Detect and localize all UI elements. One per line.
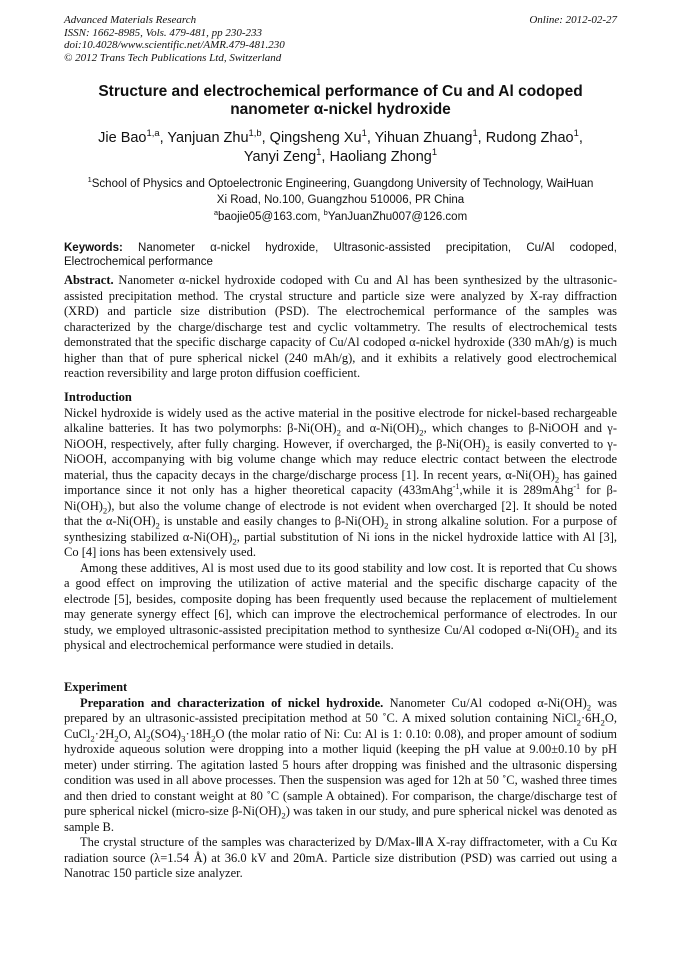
- author-emails: [64, 210, 617, 225]
- email-link[interactable]: YanJuanZhu007@126.com: [327, 211, 468, 223]
- email-mark: a: [213, 208, 218, 218]
- author-name: Jie Bao: [98, 130, 147, 146]
- title-line: Structure and electrochemical performance of Cu and Al codoped: [98, 83, 583, 100]
- keywords: [64, 241, 617, 269]
- experiment-section: [64, 680, 617, 882]
- email-separator: ,: [317, 211, 324, 223]
- paragraph: Nickel hydroxide is widely used as the active material in the positive electrode for nickel-based rechargeable alkaline batteries. It has two polymorphs: $\beta-Ni(OH)_2$ and $\alpha-Ni(OH)_2$, which changes to β-NiOOH and γ-NiOOH, respectively, after fully charging. However, if overcharged, the $\beta-Ni(OH)_2$ is easily converted to γ-NiOOH, accompanying with big volume change which may reduce electric contact between the electrode material, thus the capacity decays in the charge/discharge process [1]. In recent years, $\alpha-Ni(OH)_2$ has gained importance since it not only has a higher theoretical capacity (433mAhg$^{-1}$,while it is 289mAhg$^{-1}$ for $\beta-Ni(OH)_2$), but also the volume change of electrode is not evident when overcharged [2]. It should be noted that the $\alpha-Ni(OH)_2$ is unstable and easily changes to $\beta-Ni(OH)_2$ in strong alkaline solution. For a purpose of synthesizing stabilized $\alpha-Ni(OH)_2$, partial substitution of Ni ions in the nickel hydroxide lattice with Al [3], Co [4] ions has been extensively used.: [64, 405, 617, 559]
- introduction-section: [64, 390, 617, 654]
- email-mark: b: [323, 208, 328, 218]
- email-link[interactable]: baojie05@163.com: [217, 211, 318, 223]
- author-affiliation-mark: 1: [573, 127, 579, 139]
- abstract-label: Abstract.: [64, 273, 114, 287]
- online-date: Online: 2012-02-27: [529, 14, 617, 26]
- abstract-text: Nanometer α-nickel hydroxide codoped with Cu and Al has been synthesized by the ultrasonic-assisted precipitation method. The crystal structure and particle size were analyzed by X-ray diffraction (XRD) and particle size distribution (PSD). The electrochemical performance of the samples was characterized by the charge/discharge test and cyclic voltammetry. The results of electrochemical tests demonstrated that the specific discharge capacity of Cu/Al codoped α-nickel hydroxide (330 mAh/g) is much higher than that of pure spherical nickel (240 mAh/g), and it exhibits a relatively good electrochemical reaction reversibility and large proton diffusion coefficient.: [64, 273, 617, 380]
- paragraph: Among these additives, Al is most used due to its good stability and low cost. It is reported that Cu shows a good effect on improving the utilization of active material and the specific discharge capacity of the electrode [5], besides, composite doping has been frequently used because the replacement of multielement may generate synergy effect [6], which can improve the electrochemical performance of electrodes. In our study, we employed ultrasonic-assisted precipitation method to synthesize Cu/Al codoped $\alpha-Ni(OH)_2$ and its physical and electrochemical performance were studied in details.: [64, 560, 617, 652]
- author-separator: ,: [366, 130, 375, 146]
- author-separator: ,: [477, 130, 486, 146]
- author-separator: ,: [321, 149, 330, 165]
- keywords-text: Nanometer α-nickel hydroxide, Ultrasonic-assisted precipitation, Cu/Al codoped, Electrochemical performance: [64, 242, 617, 268]
- keywords-label: Keywords:: [64, 242, 123, 254]
- author-name: Yanyi Zeng: [243, 149, 317, 165]
- affiliation-line: Xi Road, No.100, Guangzhou 510006, PR China: [216, 194, 465, 206]
- affiliation-line: School of Physics and Optoelectronic Engineering, Guangdong University of Technology, WaiHuan: [91, 178, 594, 190]
- author-separator: ,: [159, 130, 168, 146]
- abstract: [64, 273, 617, 382]
- author-affiliation-mark: 1: [431, 146, 438, 158]
- section-heading: Introduction: [64, 390, 132, 404]
- author-separator: ,: [578, 130, 583, 146]
- affiliation-mark: 1: [87, 175, 92, 185]
- author-separator: ,: [261, 130, 270, 146]
- journal-doi: doi:10.4028/www.scientific.net/AMR.479-481.230: [64, 39, 285, 51]
- author-affiliation-mark: 1: [316, 146, 322, 158]
- journal-issn: ISSN: 1662-8985, Vols. 479-481, pp 230-233: [64, 26, 262, 39]
- author-name: Yanjuan Zhu: [167, 130, 249, 146]
- author-name: Qingsheng Xu: [269, 130, 362, 146]
- section-heading: Experiment: [64, 680, 128, 694]
- author-name: Yihuan Zhuang: [374, 130, 473, 146]
- paper-title: [64, 83, 617, 119]
- author-name: Haoliang Zhong: [329, 149, 432, 165]
- author-name: Rudong Zhao: [485, 130, 574, 146]
- author-affiliation-mark: 1,b: [248, 127, 262, 139]
- affiliation: [64, 176, 617, 208]
- journal-copyright: © 2012 Trans Tech Publications Ltd, Switzerland: [64, 51, 282, 64]
- journal-name: Advanced Materials Research: [64, 14, 197, 26]
- author-list: [64, 129, 617, 167]
- author-affiliation-mark: 1: [361, 127, 367, 139]
- title-line: nanometer α-nickel hydroxide: [230, 101, 451, 118]
- journal-header: [64, 14, 617, 64]
- paragraph: The crystal structure of the samples was characterized by D/Max-ⅢA X-ray diffractometer, with a Cu Kα radiation source (λ=1.54 Å) at 36.0 kV and 20mA. Particle size distribution (PSD) was carried out using a Nanotrac 150 particle size analyzer.: [64, 835, 617, 880]
- subsection-label: Preparation and characterization of nickel hydroxide.: [80, 695, 384, 710]
- author-affiliation-mark: 1,a: [146, 127, 160, 139]
- paragraph: Preparation and characterization of nickel hydroxide. Nanometer Cu/Al codoped $\alpha-Ni(OH)_2$ was prepared by an ultrasonic-assisted precipitation method at 50 ˚C. A mixed solution containing $NiCl_2\cdot 6H_2O$, $CuCl_2\cdot 2H_2O$, $Al_2(SO4)_3\cdot 18H_2O$ (the molar ratio of Ni: Cu: Al is 1: 0.10: 0.08), and proper amount of sodium hydroxide aqueous solution were dropping into a mother liquid (keeping the pH value at 9.00±0.10 by pH meter) under stirring. The agitation lasted 5 hours after dropping was finished and the ultrasonic dispersing condition was used in all above processes. Then the suspension was aged for 12h at 50 ˚C, washed three times and then dried to constant weight at 80 ˚C (sample A obtained). For comparison, the charge/discharge test of pure spherical nickel (micro-size $\beta-Ni(OH)_2$) was taken in our study, and pure spherical nickel was denoted as sample B.: [64, 695, 618, 834]
- author-affiliation-mark: 1: [472, 127, 478, 139]
